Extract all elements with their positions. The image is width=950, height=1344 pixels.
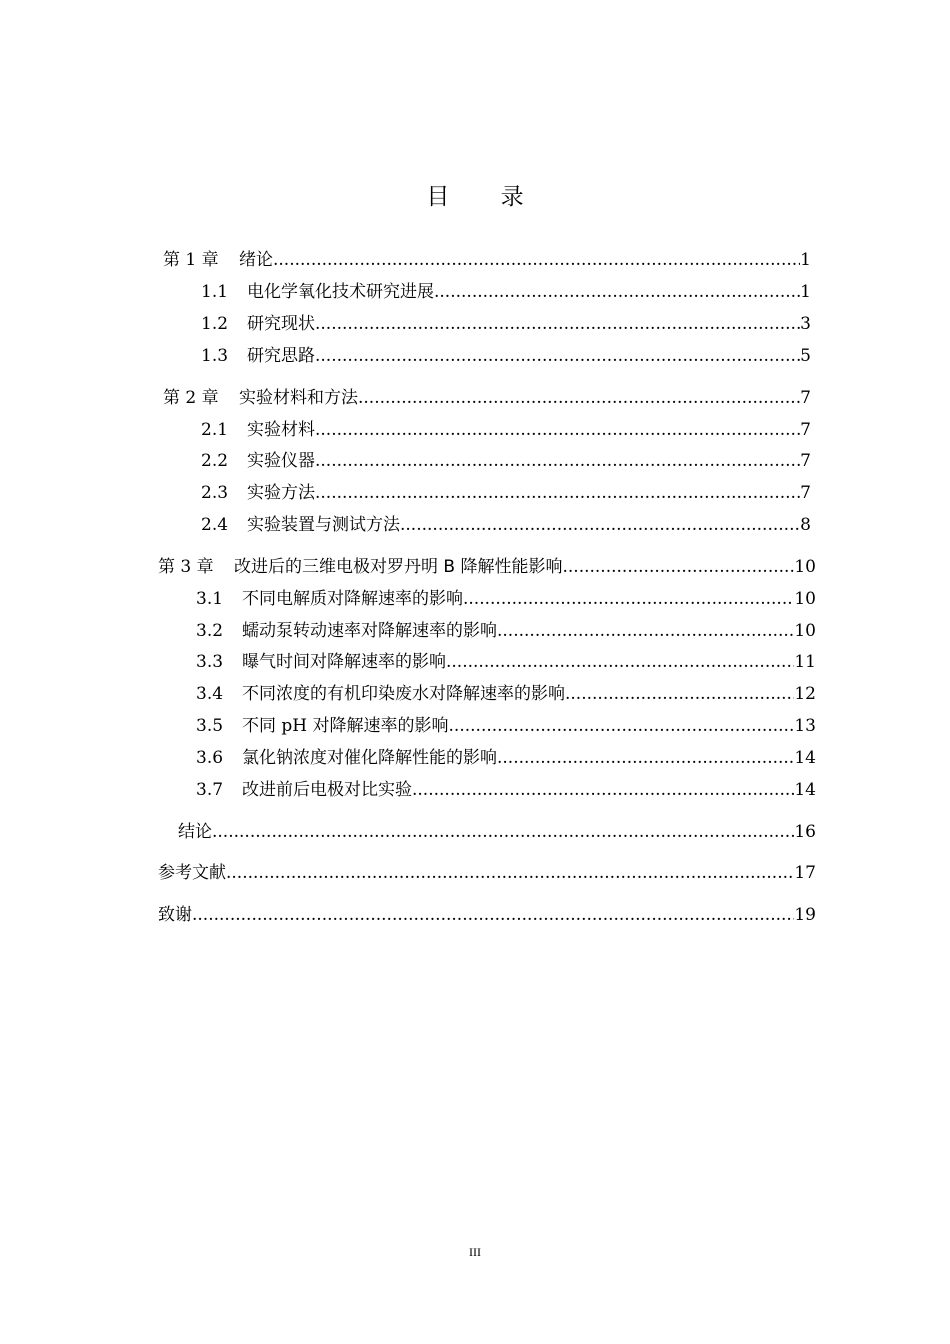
toc-leader [315,481,800,505]
toc-number: 1.2 [201,314,229,334]
toc-entry-3-3[interactable] [196,650,816,674]
toc-number: 3.3 [196,652,224,672]
toc-page: 1 [800,282,811,302]
toc-page: 16 [794,822,816,842]
toc-label: 曝气时间对降解速率的影响 [242,652,446,672]
toc-leader [315,449,800,473]
toc-entry-3-1[interactable] [196,587,816,611]
toc-label: 不同 pH 对降解速率的影响 [242,716,449,736]
toc-number: 第 1 章 [163,250,219,270]
toc-label: 致谢 [158,905,192,925]
toc-page: 11 [794,652,816,672]
toc-leader [273,248,800,272]
toc-leader [412,778,794,802]
toc-page: 7 [800,451,811,471]
toc-leader [565,682,794,706]
toc-page: 14 [794,780,816,800]
toc-number: 3.6 [196,748,224,768]
toc-number: 3.1 [196,589,224,609]
toc-entry-3-7[interactable] [196,778,816,802]
toc-page: 14 [794,748,816,768]
toc-label: 实验材料 [247,420,315,440]
toc-page: 1 [800,250,811,270]
toc-number: 1.1 [201,282,229,302]
toc-label: 不同电解质对降解速率的影响 [242,589,463,609]
toc-entry-acknowledgements[interactable] [158,903,816,927]
toc-page: 5 [800,346,811,366]
toc-leader [562,555,794,579]
toc-entry-chapter-3[interactable] [158,555,816,579]
toc-page: 17 [794,863,816,883]
toc-label: 改进前后电极对比实验 [242,780,412,800]
toc-page: 13 [794,716,816,736]
toc-entry-2-3[interactable] [201,481,811,505]
toc-number: 3.4 [196,684,224,704]
page-title [0,178,950,211]
toc-label: 氯化钠浓度对催化降解性能的影响 [242,748,497,768]
toc-page: 10 [794,589,816,609]
toc-entry-3-4[interactable] [196,682,816,706]
toc-page: 12 [794,684,816,704]
toc-leader [192,903,794,927]
toc-page: 7 [800,420,811,440]
toc-entry-references[interactable] [158,861,816,885]
toc-page: 8 [800,515,811,535]
toc-page: 3 [800,314,811,334]
toc-label: 实验方法 [247,483,315,503]
toc-label: 参考文献 [158,863,226,883]
toc-entry-1-2[interactable] [201,312,811,336]
toc-entry-3-5[interactable] [196,714,816,738]
toc-label: 实验材料和方法 [239,388,358,408]
toc-page: 7 [800,483,811,503]
toc-number: 2.1 [201,420,229,440]
toc-entry-chapter-2[interactable] [163,386,811,410]
toc-leader [212,820,794,844]
toc-label: 改进后的三维电极对罗丹明 B 降解性能影响 [234,557,563,577]
toc-leader [358,386,800,410]
toc-page: 10 [794,557,816,577]
toc-leader [497,619,794,643]
toc-page: 7 [800,388,811,408]
toc-label: 蠕动泵转动速率对降解速率的影响 [242,621,497,641]
toc-leader [434,280,800,304]
toc-number: 2.2 [201,451,229,471]
toc-leader [497,746,794,770]
toc-number: 3.7 [196,780,224,800]
toc-leader [315,418,800,442]
toc-number: 第 3 章 [158,557,214,577]
toc-number: 3.5 [196,716,224,736]
toc-leader [463,587,794,611]
toc-label: 电化学氧化技术研究进展 [247,282,434,302]
toc-leader [226,861,794,885]
toc-label: 研究现状 [247,314,315,334]
toc-label: 不同浓度的有机印染废水对降解速率的影响 [242,684,565,704]
toc-entry-3-2[interactable] [196,619,816,643]
toc-entry-3-6[interactable] [196,746,816,770]
toc-page: 10 [794,621,816,641]
toc-leader [315,312,800,336]
toc-entry-2-4[interactable] [201,513,811,537]
toc-leader [446,650,794,674]
toc-label: 实验装置与测试方法 [247,515,400,535]
toc-label: 结论 [178,822,212,842]
toc-label: 实验仪器 [247,451,315,471]
toc-leader [449,714,795,738]
toc-page: 19 [794,905,816,925]
toc-label: 研究思路 [247,346,315,366]
toc-number: 2.3 [201,483,229,503]
toc-number: 2.4 [201,515,229,535]
toc-entry-conclusion[interactable] [178,820,816,844]
toc-number: 第 2 章 [163,388,219,408]
page-number-footer: III [469,1245,481,1259]
toc-entry-chapter-1[interactable] [163,248,811,272]
toc-label: 绪论 [239,250,273,270]
toc-entry-1-3[interactable] [201,344,811,368]
title-char-1: 目 [426,184,450,210]
toc-number: 3.2 [196,621,224,641]
title-char-2: 录 [500,184,524,210]
toc-leader [315,344,800,368]
toc-entry-2-2[interactable] [201,449,811,473]
toc-entry-2-1[interactable] [201,418,811,442]
toc-entry-1-1[interactable] [201,280,811,304]
toc-leader [400,513,800,537]
toc-number: 1.3 [201,346,229,366]
